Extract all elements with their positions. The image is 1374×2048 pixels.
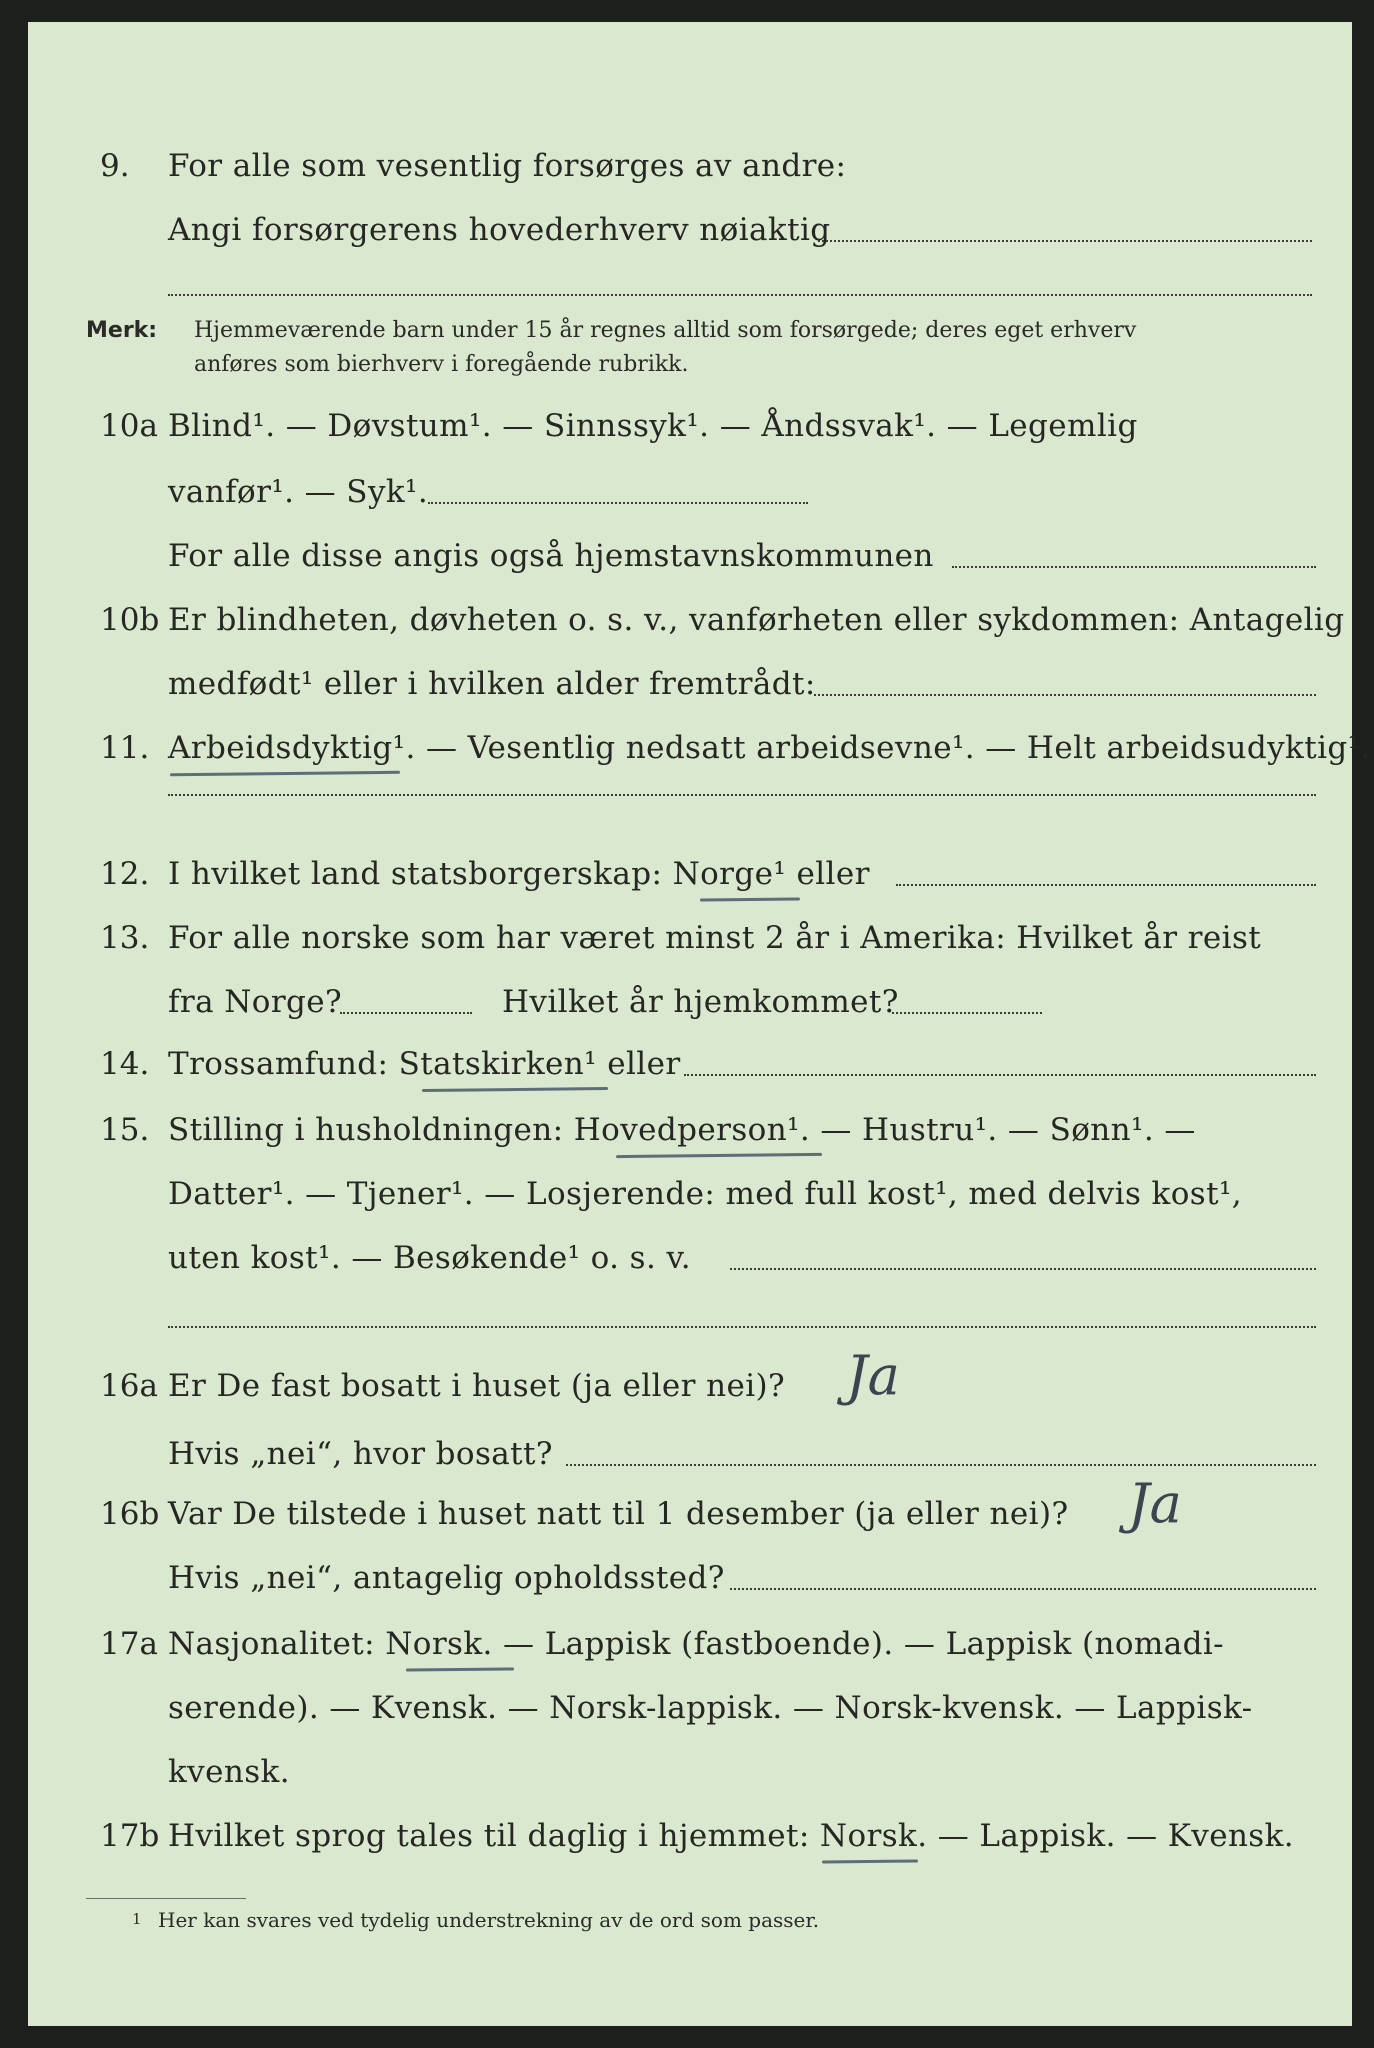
census-form-page (28, 22, 1371, 2026)
q17a-line-3: kvensk. (168, 1754, 290, 1790)
q14-answer-field[interactable] (684, 1074, 1316, 1076)
q17b-handwritten-underline (822, 1859, 918, 1863)
item-number-12: 12. (100, 856, 150, 892)
q16b-line-1: Var De tilstede i huset natt til 1 desember (ja eller nei)? (168, 1496, 1069, 1532)
q17b-line-1: Hvilket sprog tales til daglig i hjemmet: Norsk. — Lappisk. — Kvensk. (168, 1818, 1295, 1854)
q15-answer-field[interactable] (730, 1268, 1316, 1270)
q11-handwritten-underline (170, 771, 400, 776)
q10b-line-2: medfødt¹ eller i hvilken alder fremtrådt: (168, 666, 816, 702)
q15-answer-field-2[interactable] (168, 1326, 1316, 1328)
q15-line-3: uten kost¹. — Besøkende¹ o. s. v. (168, 1240, 691, 1276)
item-number-16b: 16b (100, 1496, 160, 1532)
merk-line-2: anføres som bierhverv i foregående rubrikk. (194, 352, 689, 377)
q9-answer-field-2[interactable] (168, 294, 1312, 296)
q12-answer-field[interactable] (896, 884, 1316, 886)
item-number-16a: 16a (100, 1368, 158, 1404)
item-number-11: 11. (100, 730, 150, 766)
q14-handwritten-underline (422, 1087, 608, 1092)
q14-line-1: Trossamfund: Statskirken¹ eller (168, 1046, 681, 1082)
q16a-line-2: Hvis „nei“, hvor bosatt? (168, 1436, 553, 1472)
item-number-13: 13. (100, 920, 150, 956)
q15-handwritten-underline (616, 1153, 822, 1158)
q13-line-1: For alle norske som har været minst 2 år i Amerika: Hvilket år reist (168, 920, 1262, 956)
q9-line-1: For alle som vesentlig forsørges av andre: (168, 148, 847, 184)
footnote-rule (86, 1898, 246, 1899)
q10a-line-3: For alle disse angis også hjemstavnskommunen (168, 538, 934, 574)
merk-line-1: Hjemmeværende barn under 15 år regnes alltid som forsørgede; deres eget erhverv (194, 318, 1137, 343)
q15-line-2: Datter¹. — Tjener¹. — Losjerende: med full kost¹, med delvis kost¹, (168, 1176, 1243, 1212)
item-number-10b: 10b (100, 602, 160, 638)
item-number-14: 14. (100, 1046, 150, 1082)
q17a-handwritten-underline (406, 1667, 514, 1671)
q16b-line-2: Hvis „nei“, antagelig opholdssted? (168, 1560, 725, 1596)
merk-label: Merk: (86, 318, 158, 343)
q10b-answer-field[interactable] (814, 694, 1316, 696)
item-number-17a: 17a (100, 1626, 158, 1662)
q10a-line-1: Blind¹. — Døvstum¹. — Sinnssyk¹. — Åndssvak¹. — Legemlig (168, 408, 1138, 444)
footnote-mark: 1 (132, 1910, 142, 1928)
q9-line-2: Angi forsørgerens hovederhverv nøiaktig (168, 212, 831, 248)
q16a-handwritten-answer: Ja (846, 1344, 900, 1407)
q10b-line-1: Er blindheten, døvheten o. s. v., vanførheten eller sykdommen: Antagelig (168, 602, 1345, 638)
q16a-bosatt-field[interactable] (566, 1464, 1316, 1466)
item-number-15: 15. (100, 1112, 150, 1148)
q10a-syk-field[interactable] (428, 502, 808, 504)
item-number-17b: 17b (100, 1818, 160, 1854)
item-number-9: 9. (100, 148, 130, 184)
q13-line-2b: Hvilket år hjemkommet? (502, 984, 899, 1020)
q13-hjemkommet-field[interactable] (892, 1012, 1042, 1014)
q16a-line-1: Er De fast bosatt i huset (ja eller nei)? (168, 1368, 786, 1404)
q12-handwritten-underline (700, 897, 800, 901)
q9-answer-field[interactable] (818, 240, 1312, 242)
q16b-handwritten-answer: Ja (1128, 1472, 1182, 1535)
q17a-line-2: serende). — Kvensk. — Norsk-lappisk. — Norsk-kvensk. — Lappisk- (168, 1690, 1253, 1726)
q16b-opholdssted-field[interactable] (730, 1588, 1316, 1590)
q13-reist-field[interactable] (340, 1012, 472, 1014)
footnote-text: Her kan svares ved tydelig understrekning av de ord som passer. (158, 1908, 820, 1932)
q11-line-1: Arbeidsdyktig¹. — Vesentlig nedsatt arbeidsevne¹. — Helt arbeidsudyktig¹. (168, 730, 1371, 766)
q13-line-2a: fra Norge? (168, 984, 343, 1020)
item-number-10a: 10a (100, 408, 158, 444)
q10a-kommune-field[interactable] (952, 566, 1316, 568)
q10a-line-2: vanfør¹. — Syk¹. (168, 474, 429, 510)
q11-answer-field[interactable] (168, 794, 1316, 796)
q15-line-1: Stilling i husholdningen: Hovedperson¹. — Hustru¹. — Sønn¹. — (168, 1112, 1196, 1148)
q12-line-1: I hvilket land statsborgerskap: Norge¹ eller (168, 856, 870, 892)
q17a-line-1: Nasjonalitet: Norsk. — Lappisk (fastboende). — Lappisk (nomadi- (168, 1626, 1225, 1662)
